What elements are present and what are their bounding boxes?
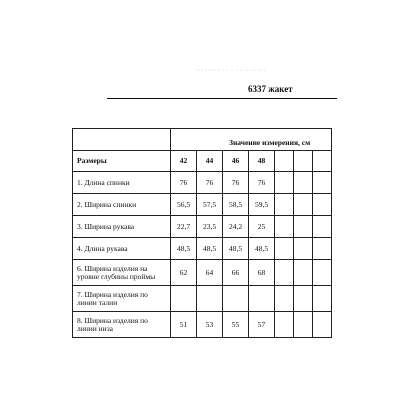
value-cell — [294, 238, 313, 260]
row-label: 1. Длина спинки — [73, 172, 171, 194]
measurement-header: Значение измерения, см — [229, 137, 311, 147]
table-row — [73, 260, 332, 286]
value-cell — [275, 216, 294, 238]
value-cell: 22,7 — [171, 216, 197, 238]
size-cell: 46 — [223, 151, 249, 172]
value-cell: 53 — [197, 312, 223, 338]
value-cell — [171, 286, 197, 312]
sizes-label: Размеры — [73, 151, 171, 172]
value-cell: 48,5 — [197, 238, 223, 260]
value-cell — [249, 286, 275, 312]
value-cell: 57 — [249, 312, 275, 338]
value-cell — [294, 172, 313, 194]
table-header-cell — [171, 129, 332, 151]
value-cell — [294, 286, 313, 312]
value-cell — [223, 286, 249, 312]
value-cell — [294, 260, 313, 286]
table-row — [73, 194, 332, 216]
document-title: 6337 жакет — [248, 84, 293, 94]
value-cell: 68 — [249, 260, 275, 286]
value-cell: 23,5 — [197, 216, 223, 238]
value-cell: 76 — [197, 172, 223, 194]
value-cell — [294, 194, 313, 216]
size-cell — [313, 151, 332, 172]
value-cell — [313, 216, 332, 238]
value-cell: 76 — [249, 172, 275, 194]
value-cell — [313, 238, 332, 260]
table-row — [73, 238, 332, 260]
value-cell — [275, 238, 294, 260]
value-cell: 58,5 — [223, 194, 249, 216]
value-cell: 51 — [171, 312, 197, 338]
value-cell: 24,2 — [223, 216, 249, 238]
value-cell: 76 — [171, 172, 197, 194]
value-cell — [275, 260, 294, 286]
value-cell — [313, 172, 332, 194]
value-cell: 48,5 — [249, 238, 275, 260]
value-cell: 25 — [249, 216, 275, 238]
value-cell — [294, 312, 313, 338]
value-cell — [313, 260, 332, 286]
table-row — [73, 286, 332, 312]
size-cell — [275, 151, 294, 172]
table-corner-cell — [73, 129, 171, 151]
row-label: 2. Ширина спинки — [73, 194, 171, 216]
table-row — [73, 172, 332, 194]
row-label: 8. Ширина изделия по линии низа — [73, 312, 171, 338]
value-cell — [275, 172, 294, 194]
value-cell: 56,5 — [171, 194, 197, 216]
value-cell — [294, 216, 313, 238]
row-label: 7. Ширина изделия по линии талии — [73, 286, 171, 312]
measurement-table — [72, 128, 332, 338]
value-cell — [313, 194, 332, 216]
value-cell: 57,5 — [197, 194, 223, 216]
row-label: 3. Ширина рукава — [73, 216, 171, 238]
value-cell — [275, 312, 294, 338]
value-cell: 48,5 — [223, 238, 249, 260]
size-cell — [294, 151, 313, 172]
value-cell: 62 — [171, 260, 197, 286]
row-label: 6. Ширина изделия на уровне глубины проймы — [73, 260, 171, 286]
size-cell: 48 — [249, 151, 275, 172]
value-cell — [197, 286, 223, 312]
value-cell — [275, 286, 294, 312]
value-cell — [313, 312, 332, 338]
sizes-row — [73, 151, 332, 172]
value-cell: 76 — [223, 172, 249, 194]
value-cell — [275, 194, 294, 216]
value-cell: 66 — [223, 260, 249, 286]
table-row — [73, 216, 332, 238]
value-cell: 55 — [223, 312, 249, 338]
size-cell: 44 — [197, 151, 223, 172]
value-cell: 59,5 — [249, 194, 275, 216]
faint-header-text: ··· ···· · · · · · · ·· ·· ··· — [196, 68, 266, 74]
value-cell — [313, 286, 332, 312]
value-cell: 48,5 — [171, 238, 197, 260]
table-row — [73, 312, 332, 338]
row-label: 4. Длина рукава — [73, 238, 171, 260]
value-cell: 64 — [197, 260, 223, 286]
table-header-row — [73, 129, 332, 151]
title-rule — [107, 98, 337, 99]
size-cell: 42 — [171, 151, 197, 172]
